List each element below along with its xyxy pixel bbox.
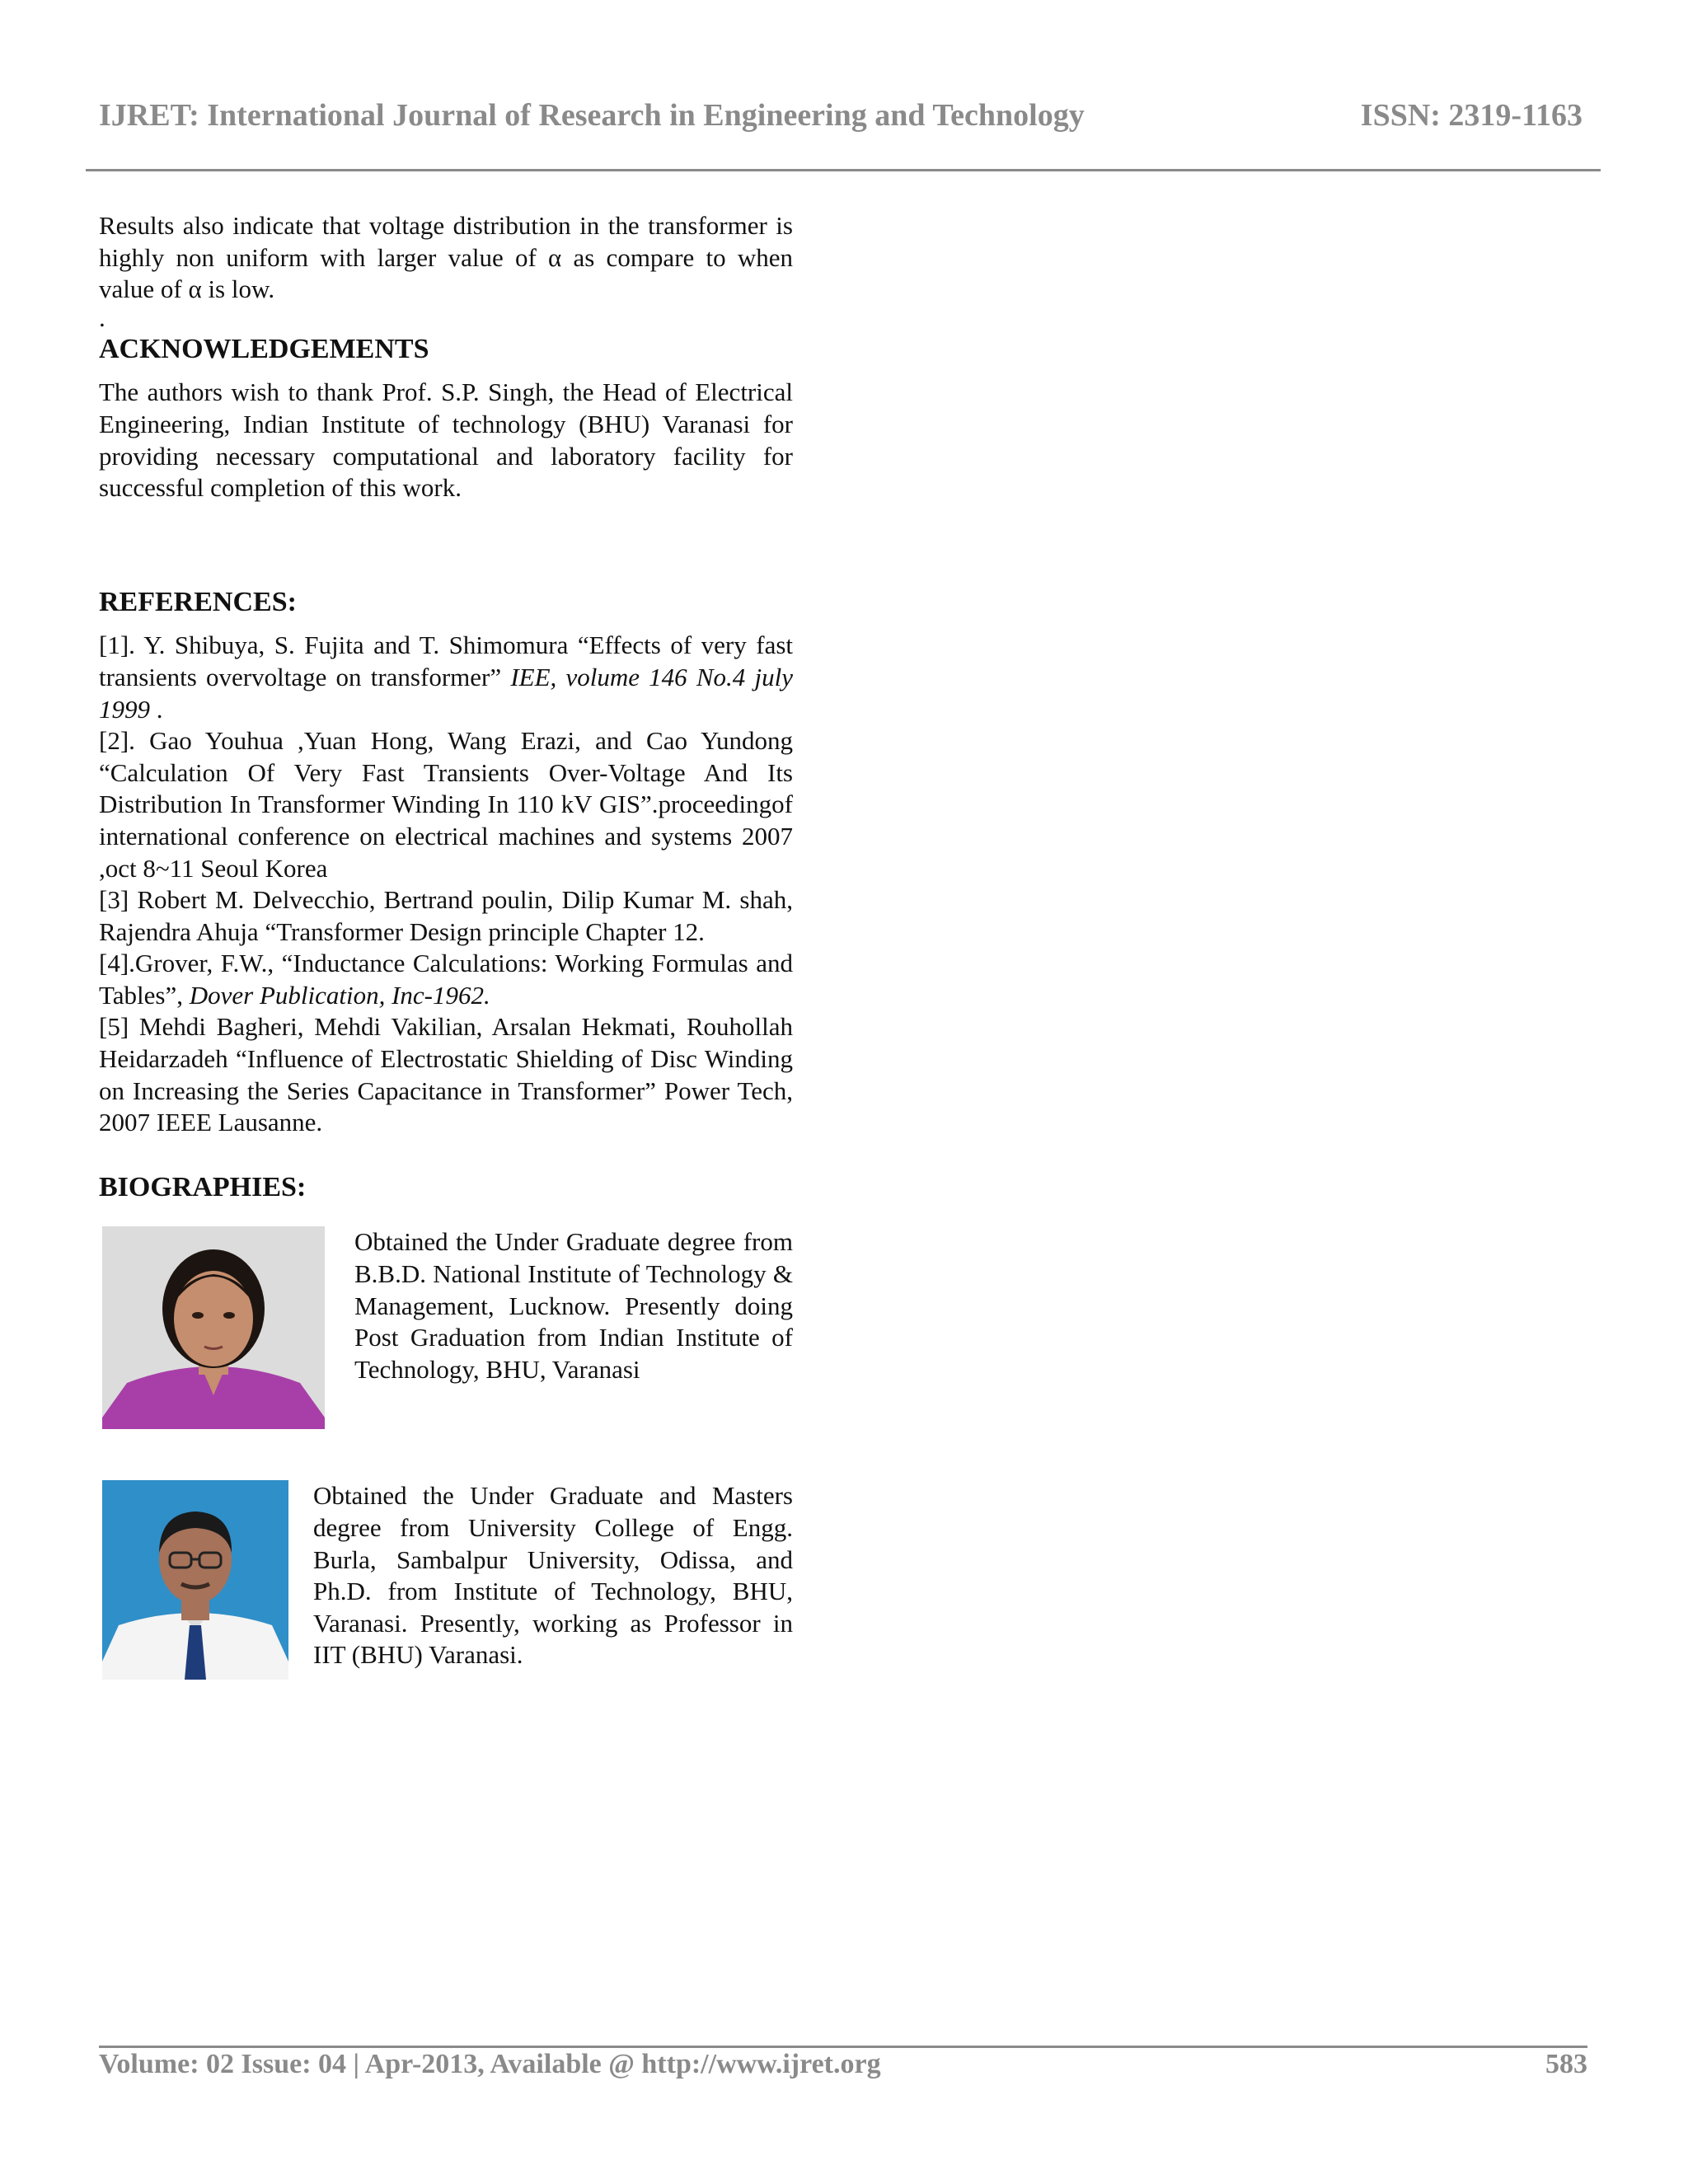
biography-first-author — [99, 1226, 793, 1451]
header-divider — [86, 169, 1601, 171]
portrait-woman-image — [102, 1226, 325, 1429]
reference-item — [99, 1011, 793, 1138]
volume-info: Volume: 02 Issue: 04 | Apr-2013, Available @ http://www.ijret.org — [99, 2049, 881, 2079]
biographies-heading: BIOGRAPHIES: — [99, 1171, 307, 1202]
reference-item — [99, 884, 793, 948]
footer-divider — [99, 2046, 1587, 2048]
author-photo-1 — [102, 1226, 325, 1429]
reference-item — [99, 948, 793, 1011]
reference-tail: . — [150, 694, 163, 724]
journal-title: IJRET: International Journal of Research in Engineering and Technology — [99, 98, 1085, 133]
biography-text: Obtained the Under Graduate and Masters degree from University College of Engg. Burla, Sambalpur University, Odissa, and Ph.D. from Institute of Technology, BHU, Varanasi. Presently, working as Professor in IIT (BHU) Varanasi. — [313, 1481, 793, 1670]
reference-text: [3] Robert M. Delvecchio, Bertrand poulin, Dilip Kumar M. shah, Rajendra Ahuja “Transformer Design principle Chapter 12. — [99, 885, 793, 946]
reference-list — [99, 630, 793, 1139]
intro-paragraph: Results also indicate that voltage distribution in the transformer is highly non uniform with larger value of α as compare to when value of α is low. — [99, 211, 793, 304]
left-column — [99, 210, 793, 1686]
reference-item — [99, 725, 793, 884]
references-heading: REFERENCES: — [99, 586, 297, 617]
page-number: 583 — [1545, 2049, 1587, 2079]
reference-source: IEE, volume 146 No.4 july 1999 — [99, 662, 793, 724]
biography-second-author — [99, 1480, 793, 1686]
reference-source: Dover Publication, Inc-1962. — [189, 980, 490, 1010]
page-header — [99, 97, 1582, 147]
page-footer — [99, 2049, 1587, 2090]
acknowledgements-heading: ACKNOWLEDGEMENTS — [99, 333, 429, 364]
reference-text: [2]. Gao Youhua ,Yuan Hong, Wang Erazi, and Cao Yundong “Calculation Of Very Fast Transients Over-Voltage And Its Distribution In Transformer Winding In 110 kV GIS”.proceedingof international conference on electrical machines and systems 2007 ,oct 8~11 Seoul Korea — [99, 726, 793, 883]
author-photo-2 — [102, 1480, 288, 1680]
issn-label: ISSN: 2319-1163 — [1360, 98, 1582, 133]
reference-item — [99, 630, 793, 725]
reference-text: [5] Mehdi Bagheri, Mehdi Vakilian, Arsalan Hekmati, Rouhollah Heidarzadeh “Influence of Electrostatic Shielding of Disc Winding on Increasing the Series Capacitance in Transformer” Power Tech, 2007 IEEE Lausanne. — [99, 1012, 793, 1137]
biography-text: Obtained the Under Graduate degree from B.B.D. National Institute of Technology & Management, Lucknow. Presently doing Post Graduation from Indian Institute of Technology, BHU, Varanasi — [354, 1227, 793, 1384]
stray-dot: . — [99, 302, 106, 332]
reference-text: [1]. Y. Shibuya, S. Fujita and T. Shimomura “Effects of very fast transients overvoltage on transformer” — [99, 630, 793, 691]
portrait-man-image — [102, 1480, 288, 1680]
acknowledgements-paragraph: The authors wish to thank Prof. S.P. Singh, the Head of Electrical Engineering, Indian Institute of technology (BHU) Varanasi for providing necessary computational and laboratory facility for successful completion of this work. — [99, 377, 793, 503]
reference-text: [4].Grover, F.W., “Inductance Calculations: Working Formulas and Tables”, — [99, 949, 793, 1010]
